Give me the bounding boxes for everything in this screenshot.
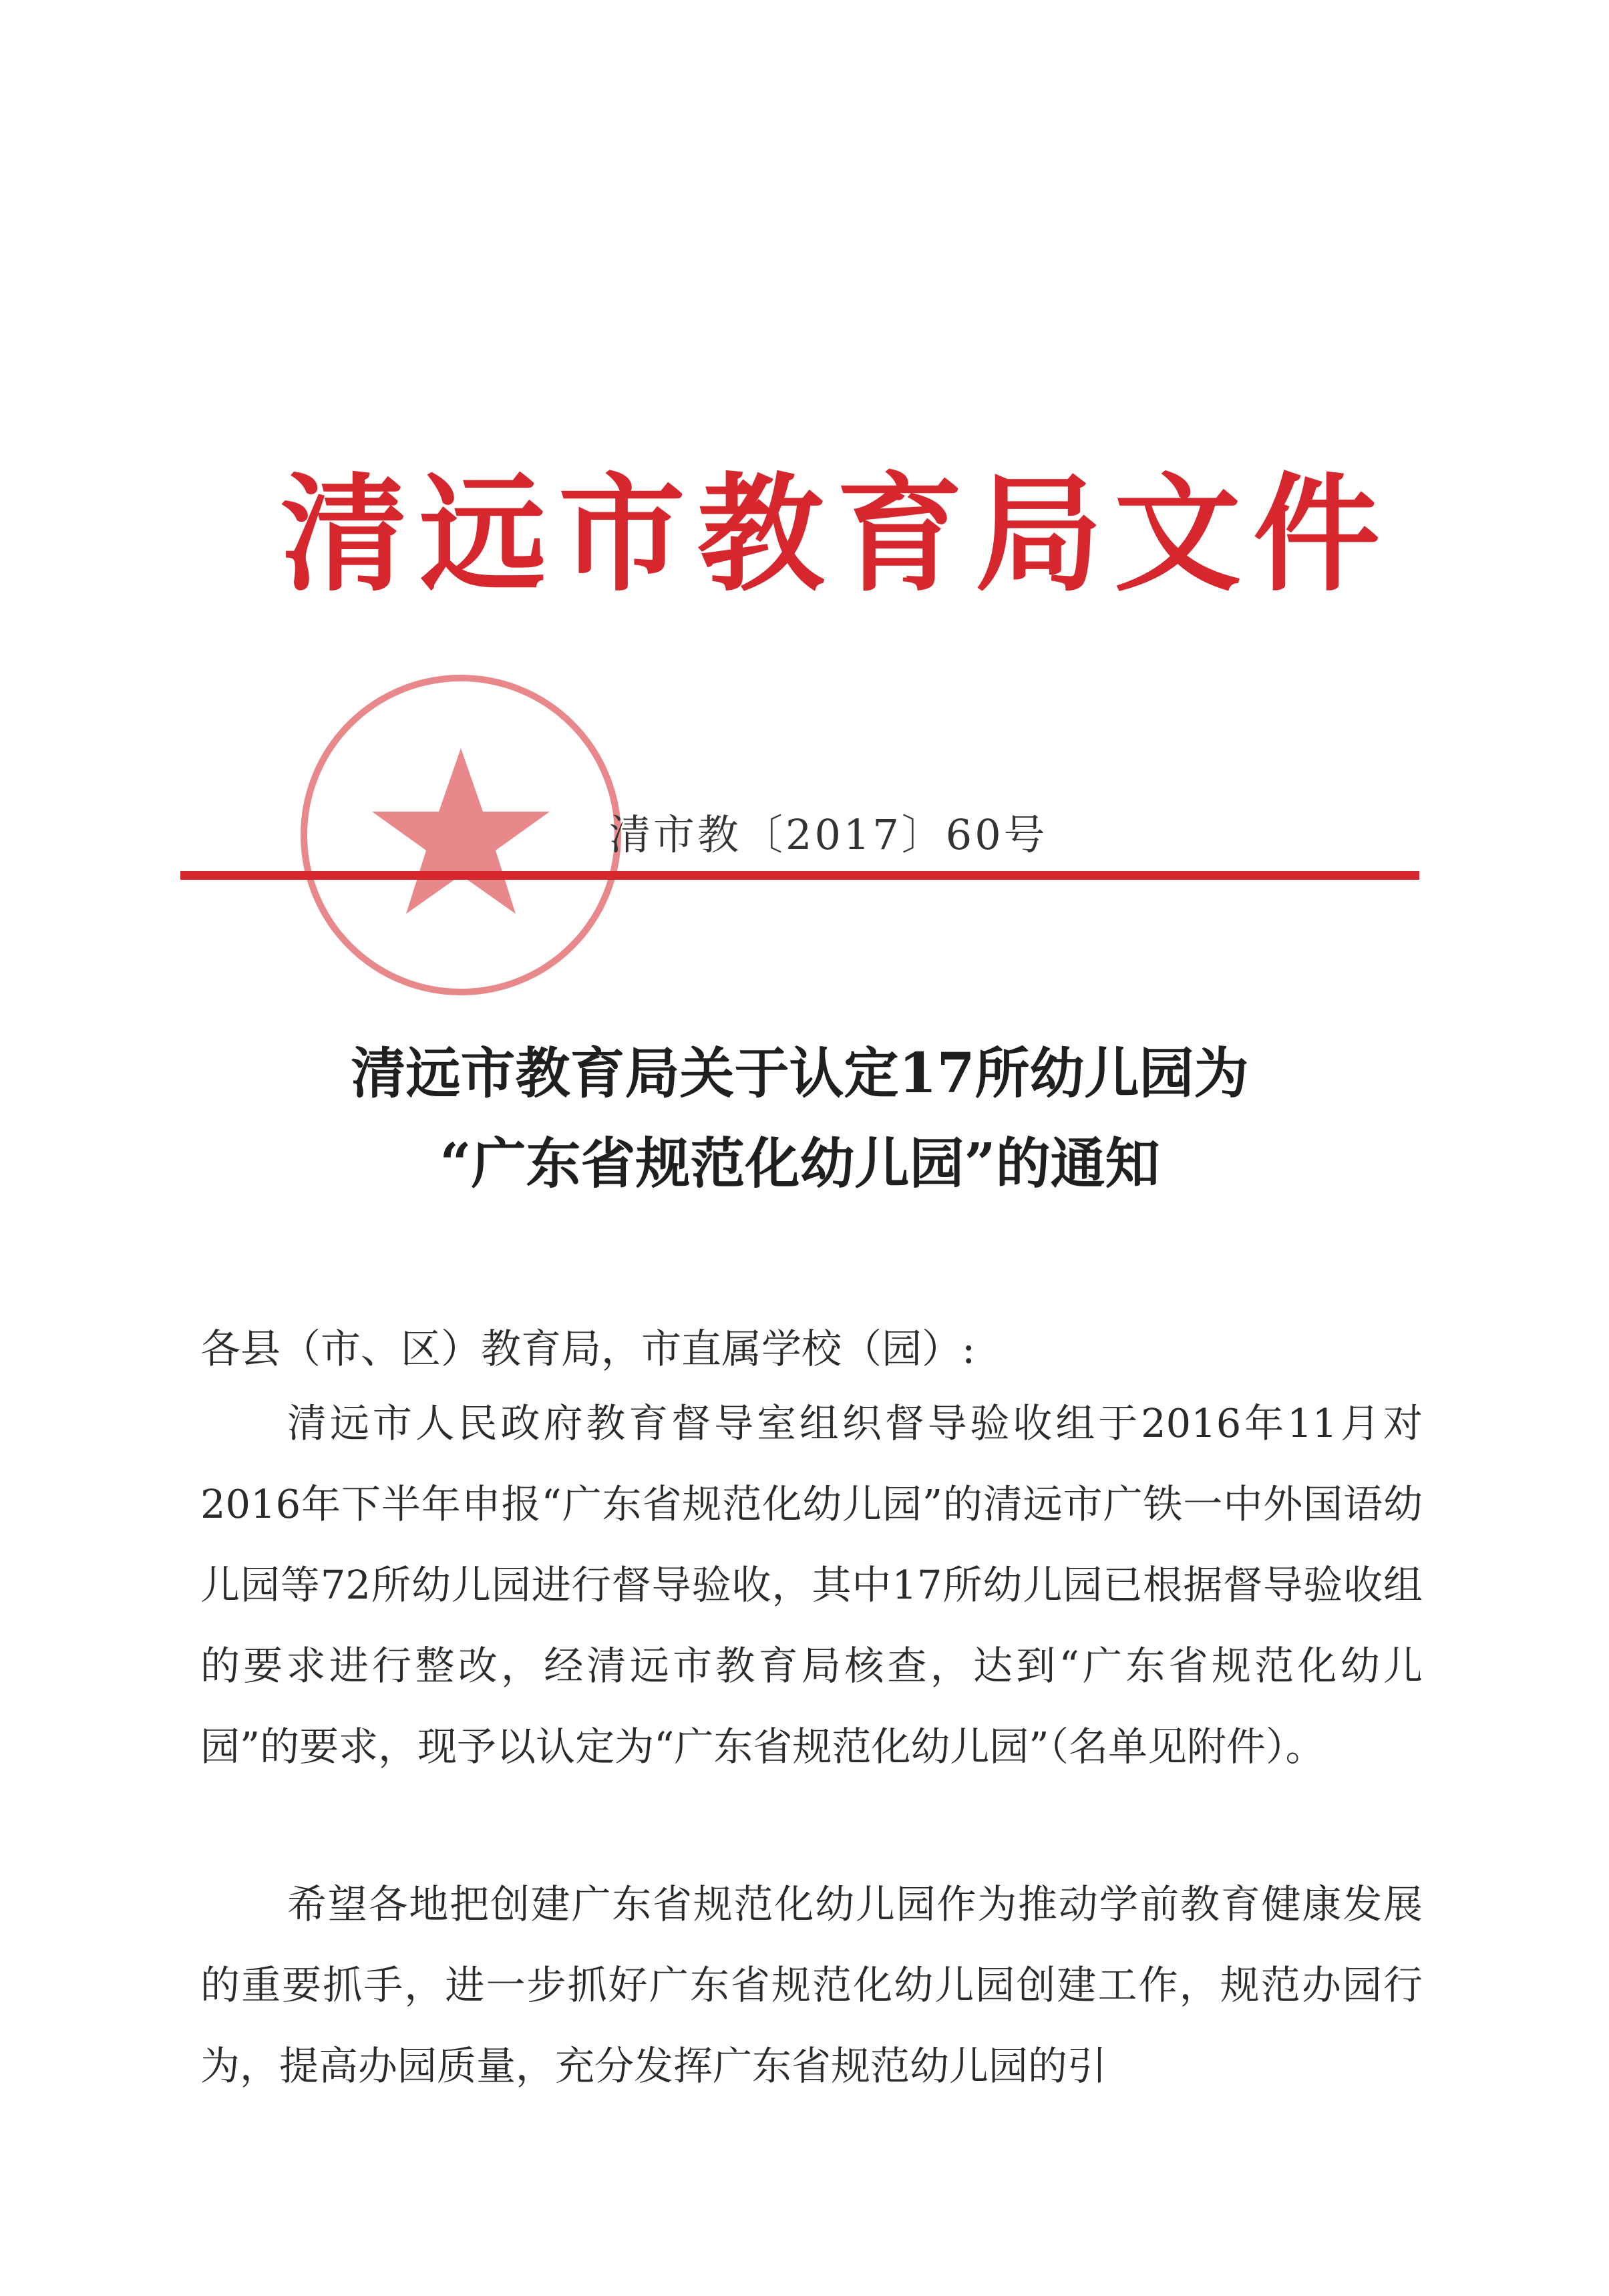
- star-icon: [372, 748, 550, 914]
- issuing-authority-header: 清远市教育局文件: [281, 460, 1393, 609]
- salutation: 各县（市、区）教育局，市直属学校（园）:: [200, 1326, 976, 1373]
- body-paragraph-1: 清远市人民政府教育督导室组织督导验收组于2016年11月对2016年下半年申报“广东省规范化幼儿园”的清远市广铁一中外国语幼儿园等72所幼儿园进行督导验收，其中17所幼儿园已根据督导验收组的要求进行整改，经清远市教育局核查，达到“广东省规范化幼儿园”的要求，现予以认定为“广东省规范化幼儿园”（名单见附件）。: [200, 1400, 1423, 1770]
- title-line-1: 清远市教育局关于认定17所幼儿园为: [351, 1041, 1249, 1106]
- document-title: [180, 1029, 1419, 1209]
- body-paragraph-2: 希望各地把创建广东省规范化幼儿园作为推动学前教育健康发展的重要抓手，进一步抓好广东省规范化幼儿园创建工作，规范办园行为，提高办园质量，充分发挥广东省规范幼儿园的引: [200, 1881, 1423, 2089]
- red-divider-line: [180, 871, 1419, 880]
- official-seal: [294, 668, 628, 1002]
- document-number: 清市教〔2017〕60号: [609, 810, 1048, 859]
- title-line-2: “广东省规范化幼儿园”的通知: [439, 1132, 1160, 1196]
